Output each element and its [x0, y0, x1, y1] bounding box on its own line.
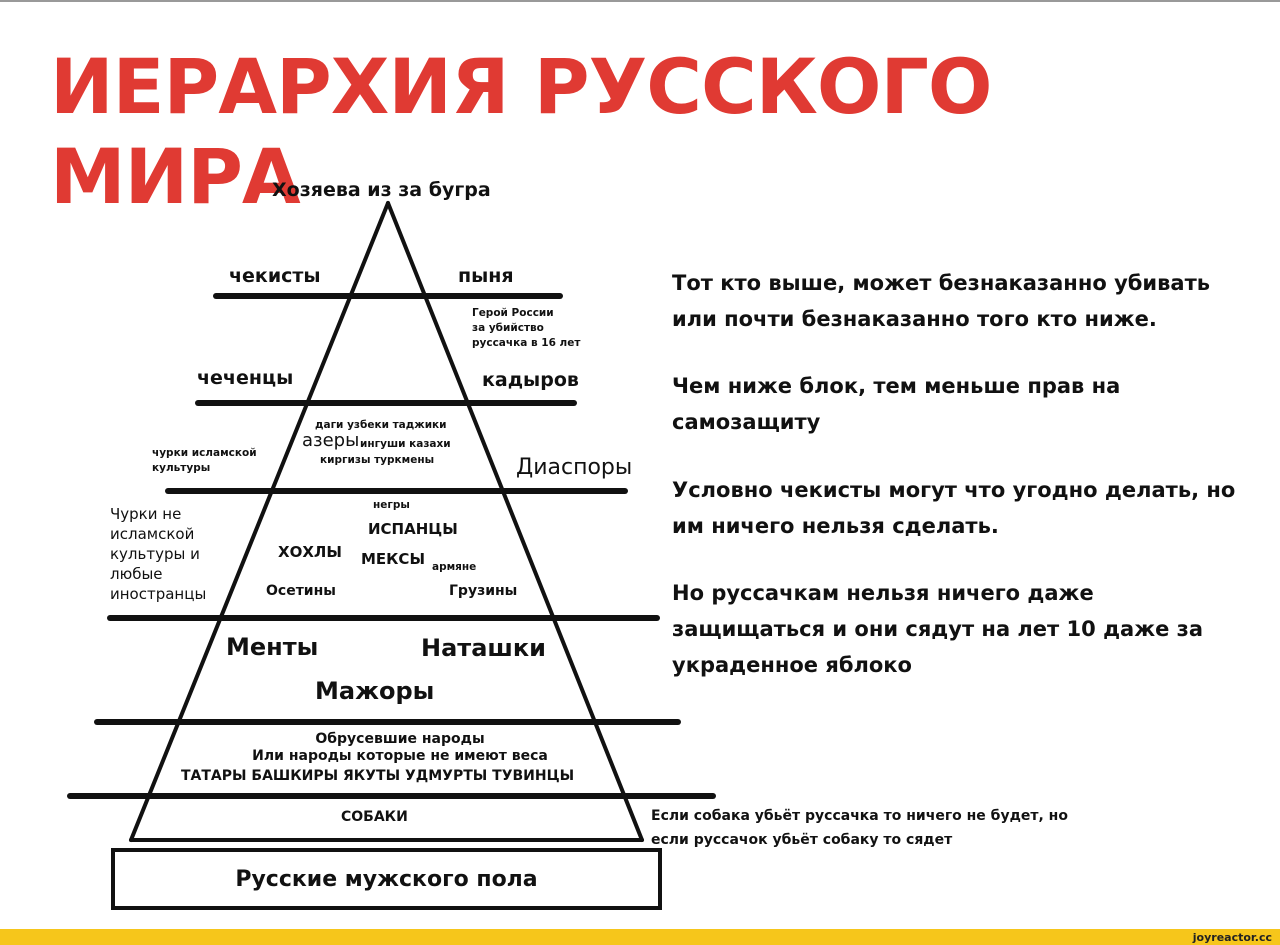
tier4-meksy: МЕКСЫ — [361, 550, 425, 568]
apex-label: Хозяева из за бугра — [272, 179, 491, 201]
tier4-gruziny: Грузины — [449, 583, 518, 599]
tier2-left-label: чеченцы — [197, 367, 294, 389]
tier6-line1: Обрусевшие народы — [315, 731, 485, 747]
footer-bar — [0, 929, 1280, 945]
dogs-note — [651, 804, 1068, 852]
tier4-ispancy: ИСПАНЦЫ — [368, 520, 458, 538]
tier3-right-label: Диаспоры — [516, 455, 633, 480]
tier5-menty: Менты — [226, 633, 319, 661]
tier6-line2: Или народы которые не имеют веса — [252, 748, 548, 764]
tier4-left-line: любые — [110, 565, 163, 583]
tier4-left-line: исламской — [110, 525, 195, 543]
tier4-hohly: ХОХЛЫ — [278, 543, 342, 561]
side-line: защищаться и они сядут на лет 10 даже за — [672, 617, 1204, 641]
tier3-center-mid: ингуши казахи — [360, 438, 451, 450]
tier4-left-label — [110, 504, 206, 604]
tier1-note-line: Герой России — [472, 307, 554, 319]
side-paragraph-3 — [672, 472, 1235, 544]
tier1-left-label: чекисты — [229, 265, 321, 287]
tier3-left-line: чурки исламской — [152, 447, 257, 459]
tier4-negry: негры — [373, 499, 410, 511]
tier4-left-line: иностранцы — [110, 585, 207, 603]
tier1-note — [472, 306, 580, 351]
dogs-note-line: Если собака убьёт руссачка то ничего не будет, но — [651, 808, 1068, 824]
base-label: Русские мужского пола — [235, 866, 538, 892]
side-line: самозащиту — [672, 410, 821, 434]
side-line: или почти безнаказанно того кто ниже. — [672, 307, 1157, 331]
tier2-right-label: кадыров — [482, 369, 579, 391]
tier4-osetiny: Осетины — [266, 583, 336, 599]
tier4-left-line: культуры и — [110, 545, 200, 563]
tier3-center-bottom: киргизы туркмены — [320, 454, 435, 466]
tier3-left-line: культуры — [152, 462, 211, 474]
tier5-mazhory: Мажоры — [315, 677, 435, 705]
side-line: Условно чекисты могут что угодно делать, но — [672, 478, 1236, 502]
tier4-left-line: Чурки не — [110, 505, 182, 523]
side-paragraph-2 — [672, 368, 1120, 440]
side-line: украденное яблоко — [672, 653, 912, 677]
tier3-center-top: даги узбеки таджики — [315, 419, 447, 431]
tier3-center-big: азеры — [302, 430, 360, 451]
side-paragraph-4 — [672, 575, 1203, 683]
tier1-note-line: за убийство — [472, 322, 544, 334]
tier1-right-label: пыня — [458, 265, 514, 287]
dogs-note-line: если руссачок убьёт собаку то сядет — [651, 832, 953, 848]
tier6-line3: ТАТАРЫ БАШКИРЫ ЯКУТЫ УДМУРТЫ ТУВИНЦЫ — [181, 768, 575, 784]
footer-site-label: joyreactor.cc — [1192, 930, 1272, 944]
tier7-dogs-label: СОБАКИ — [341, 809, 408, 825]
tier4-armyane: армяне — [432, 561, 477, 573]
side-line: Тот кто выше, может безнаказанно убивать — [672, 271, 1211, 295]
tier3-left-label — [152, 446, 257, 476]
side-paragraph-1 — [672, 265, 1210, 337]
tier6-labels — [200, 731, 600, 765]
page-title: ИЕРАРХИЯ РУССКОГО МИРА — [50, 42, 992, 221]
tier5-natashki: Наташки — [421, 634, 546, 662]
pyramid-base-box — [111, 848, 662, 910]
tier1-note-line: руссачка в 16 лет — [472, 337, 581, 349]
side-line: Чем ниже блок, тем меньше прав на — [672, 374, 1121, 398]
side-line: им ничего нельзя сделать. — [672, 514, 999, 538]
side-line: Но руссачкам нельзя ничего даже — [672, 581, 1094, 605]
